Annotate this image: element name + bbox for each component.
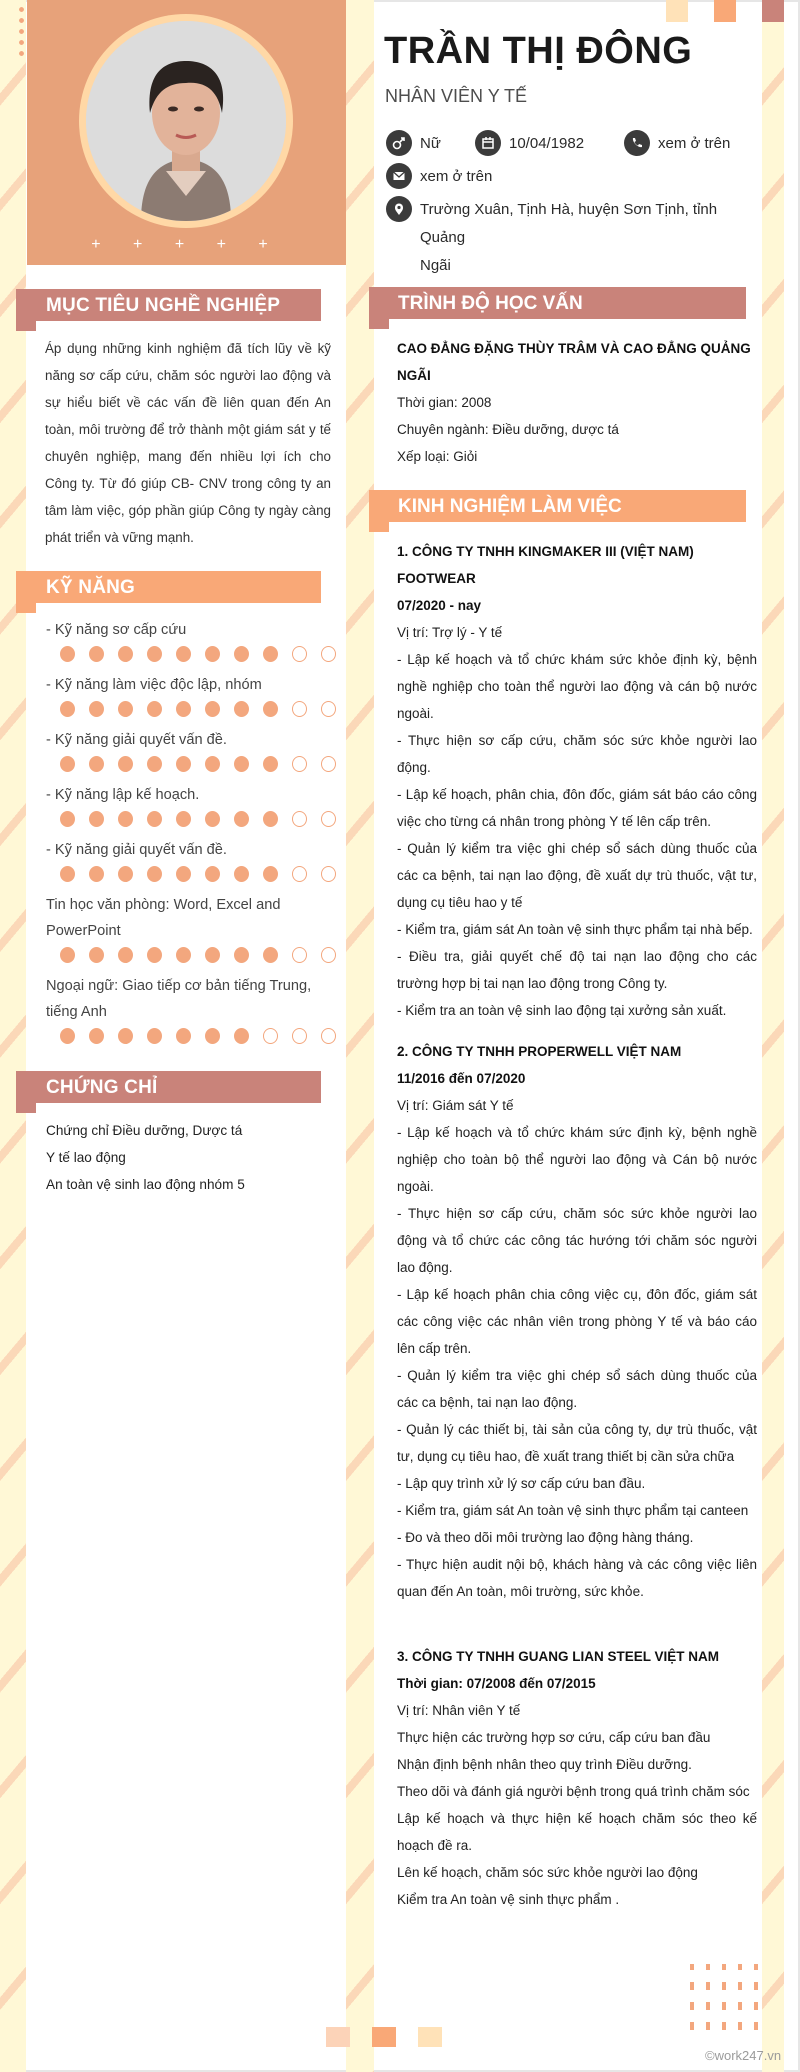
job-position: Vị trí: Trợ lý - Y tế [397, 625, 503, 640]
rating-dot-filled [263, 866, 278, 882]
rating-dot-filled [89, 701, 104, 717]
section-tab [16, 1103, 36, 1113]
job-duty: Lập kế hoạch và thực hiện kế hoạch chăm sóc theo kế hoạch đề ra. [397, 1811, 757, 1853]
skill-label: - Kỹ năng làm việc độc lập, nhóm [46, 677, 262, 693]
contact-gender [386, 130, 441, 158]
job-period: 11/2016 đến 07/2020 [397, 1071, 526, 1086]
objective-section-header [16, 289, 322, 323]
avatar-panel [27, 0, 346, 265]
rating-dot-empty [321, 866, 336, 882]
job-company: 2. CÔNG TY TNHH PROPERWELL VIỆT NAM [397, 1044, 682, 1059]
rating-dot-filled [176, 756, 191, 772]
job-duty: - Điều tra, giải quyết chế độ tai nạn lao động cho các trường hợp bị tai nạn lao động trong Công ty. [397, 949, 757, 991]
rating-dot-filled [234, 947, 249, 963]
email-value[interactable]: xem ở trên [420, 168, 493, 185]
education-grade: Xếp loại: Giỏi [397, 449, 478, 464]
email-icon [386, 163, 412, 189]
rating-dot-filled [89, 1028, 104, 1044]
certificates-section-header [16, 1071, 322, 1105]
rating-dot-filled [147, 701, 162, 717]
rating-dot-filled [205, 646, 220, 662]
job-duty: - Quản lý kiểm tra việc ghi chép sổ sách dùng thuốc của các ca bệnh, tai nạn lao động. [397, 1368, 757, 1410]
rating-dot-filled [176, 701, 191, 717]
rating-dot-filled [89, 947, 104, 963]
job-duty: - Thực hiện audit nội bộ, khách hàng và các công việc liên quan đến An toàn, môi trường, sức khỏe. [397, 1557, 757, 1599]
job-duty: - Lập kế hoạch và tổ chức khám sức khỏe định kỳ, bệnh nghề nghiệp cho toàn thể người lao động và cán bộ nước ngoài. [397, 652, 757, 721]
rating-dot-filled [118, 646, 133, 662]
skill-item [46, 973, 336, 1044]
job-duty: Lên kế hoạch, chăm sóc sức khỏe người lao động [397, 1865, 698, 1880]
rating-dot-empty [292, 756, 307, 772]
address-line-2: Ngãi [420, 257, 451, 274]
education-school: CAO ĐẲNG ĐẶNG THÙY TRÂM VÀ CAO ĐẲNG QUẢNG NGÃI [397, 341, 751, 383]
rating-dot-filled [205, 866, 220, 882]
rating-dot-filled [118, 947, 133, 963]
rating-dot-empty [321, 811, 336, 827]
job-duty: Theo dõi và đánh giá người bệnh trong quá trình chăm sóc [397, 1784, 750, 1799]
rating-dot-filled [263, 811, 278, 827]
skill-rating [60, 1028, 336, 1044]
rating-dot-filled [234, 756, 249, 772]
education-time: Thời gian: 2008 [397, 395, 492, 410]
rating-dot-filled [263, 646, 278, 662]
rating-dot-filled [118, 811, 133, 827]
rating-dot-filled [147, 756, 162, 772]
rating-dot-filled [60, 811, 75, 827]
rating-dot-filled [60, 646, 75, 662]
rating-dot-empty [292, 866, 307, 882]
certificate-item: Y tế lao động [46, 1150, 126, 1165]
candidate-name: TRẦN THỊ ĐÔNG [384, 30, 693, 72]
job-entry [397, 1038, 757, 1605]
contact-birthday [475, 130, 584, 158]
job-duty: - Đo và theo dõi môi trường lao động hàng tháng. [397, 1530, 694, 1545]
certificates-list [46, 1117, 334, 1198]
job-duty: - Quản lý kiểm tra việc ghi chép sổ sách dùng thuốc của các ca bệnh, tai nạn lao động, đề xuất dự trù thuốc, vật tư, dụng cụ tiêu hao y tế [397, 841, 757, 910]
right-column [369, 287, 761, 1913]
rating-dot-filled [118, 866, 133, 882]
rating-dot-filled [234, 866, 249, 882]
skill-label: - Kỹ năng giải quyết vấn đề. [46, 842, 227, 858]
rating-dot-empty [292, 646, 307, 662]
rating-dot-filled [147, 646, 162, 662]
education-section-header [369, 287, 761, 321]
job-duty: Nhận định bệnh nhân theo quy trình Điều dưỡng. [397, 1757, 692, 1772]
skill-label: Ngoại ngữ: Giao tiếp cơ bản tiếng Trung, tiếng Anh [46, 978, 312, 1020]
rating-dot-empty [292, 701, 307, 717]
job-entry [397, 1643, 757, 1913]
skill-item [46, 837, 336, 882]
rating-dot-filled [118, 756, 133, 772]
certificate-item: An toàn vệ sinh lao động nhóm 5 [46, 1177, 245, 1192]
rating-dot-filled [263, 701, 278, 717]
job-duty: - Thực hiện sơ cấp cứu, chăm sóc sức khỏe người lao động và tổ chức các công tác hướng tới chăm sóc người lao động. [397, 1206, 757, 1275]
decorative-top-squares [666, 0, 784, 22]
avatar-sparkles: + + + + + [91, 236, 282, 253]
skill-rating [60, 701, 336, 717]
left-column [16, 289, 334, 1198]
watermark: ©work247.vn [705, 2048, 782, 2063]
rating-dot-filled [60, 1028, 75, 1044]
decorative-right-stripe [762, 0, 784, 2072]
phone-value[interactable]: xem ở trên [658, 135, 731, 152]
job-entry [397, 538, 757, 1024]
skills-list [16, 617, 334, 1044]
job-duty: - Kiểm tra, giám sát An toàn vệ sinh thực phẩm tại nhà bếp. [397, 922, 753, 937]
skill-rating [60, 811, 336, 827]
section-tab [16, 603, 36, 613]
certificates-title: CHỨNG CHỈ [16, 1071, 321, 1103]
job-duty: - Lập quy trình xử lý sơ cấp cứu ban đầu. [397, 1476, 646, 1491]
job-duty: - Kiểm tra an toàn vệ sinh lao động tại xưởng sản xuất. [397, 1003, 727, 1018]
rating-dot-filled [176, 1028, 191, 1044]
objective-title: MỤC TIÊU NGHỀ NGHIỆP [16, 289, 321, 321]
rating-dot-empty [321, 701, 336, 717]
job-duty: - Quản lý các thiết bị, tài sản của công ty, dự trù thuốc, vật tư, dụng cụ tiêu hao, đề xuất trang thiết bị cần sửa chữa [397, 1422, 757, 1464]
rating-dot-filled [234, 646, 249, 662]
rating-dot-filled [60, 701, 75, 717]
rating-dot-filled [147, 866, 162, 882]
rating-dot-empty [292, 947, 307, 963]
job-duty: Thực hiện các trường hợp sơ cứu, cấp cứu ban đầu [397, 1730, 711, 1745]
section-tab [16, 321, 36, 331]
contact-phone [624, 130, 730, 158]
rating-dot-empty [292, 811, 307, 827]
certificate-item: Chứng chỉ Điều dưỡng, Dược tá [46, 1123, 243, 1138]
gender-icon [386, 130, 412, 156]
rating-dot-filled [263, 756, 278, 772]
rating-dot-empty [321, 1028, 336, 1044]
birthday-value: 10/04/1982 [509, 135, 585, 152]
rating-dot-filled [176, 646, 191, 662]
decorative-bottom-squares [326, 2027, 442, 2047]
rating-dot-filled [89, 811, 104, 827]
rating-dot-filled [205, 1028, 220, 1044]
section-tab [369, 319, 389, 329]
skill-label: - Kỹ năng giải quyết vấn đề. [46, 732, 227, 748]
rating-dot-empty [321, 947, 336, 963]
skill-label: Tin học văn phòng: Word, Excel and PowerPoint [46, 897, 281, 939]
rating-dot-filled [118, 1028, 133, 1044]
rating-dot-filled [89, 866, 104, 882]
education-title: TRÌNH ĐỘ HỌC VẤN [369, 287, 746, 319]
job-title: NHÂN VIÊN Y TẾ [385, 86, 528, 106]
skills-title: KỸ NĂNG [16, 571, 321, 603]
contact-address [386, 196, 758, 280]
rating-dot-filled [234, 701, 249, 717]
rating-dot-filled [147, 1028, 162, 1044]
job-duty: - Lập kế hoạch phân chia công việc cụ, đôn đốc, giám sát các công việc các nhân viên trong phòng Y tế và báo cáo lên cấp trên. [397, 1287, 757, 1356]
decorative-corner-dashes [690, 1964, 758, 2030]
skill-rating [60, 947, 336, 963]
rating-dot-filled [205, 701, 220, 717]
job-duty: Kiểm tra An toàn vệ sinh thực phẩm . [397, 1892, 620, 1907]
contact-email [386, 163, 492, 191]
address-line-1: Trường Xuân, Tịnh Hà, huyện Sơn Tịnh, tỉnh Quảng [420, 201, 718, 246]
skill-label: - Kỹ năng sơ cấp cứu [46, 622, 187, 638]
rating-dot-empty [292, 1028, 307, 1044]
skill-rating [60, 756, 336, 772]
skill-item [46, 672, 336, 717]
rating-dot-filled [147, 811, 162, 827]
rating-dot-filled [205, 947, 220, 963]
rating-dot-filled [60, 866, 75, 882]
skill-item [46, 892, 336, 963]
section-tab [369, 522, 389, 532]
gender-value: Nữ [420, 135, 441, 152]
job-company: 3. CÔNG TY TNHH GUANG LIAN STEEL VIỆT NAM [397, 1649, 720, 1664]
calendar-icon [475, 130, 501, 156]
rating-dot-filled [176, 811, 191, 827]
job-period: Thời gian: 07/2008 đến 07/2015 [397, 1676, 596, 1691]
rating-dot-filled [205, 756, 220, 772]
skill-label: - Kỹ năng lập kế hoạch. [46, 787, 200, 803]
job-position: Vị trí: Giám sát Y tế [397, 1098, 514, 1113]
rating-dot-empty [321, 646, 336, 662]
objective-text: Áp dụng những kinh nghiệm đã tích lũy về kỹ năng sơ cấp cứu, chăm sóc người lao động và sự hiểu biết về các vấn đề liên quan đến An toàn, môi trường để trở thành một giám sát y tế chuyên nghiệp, mang đến nhiều lợi ích cho Công ty. Từ đó giúp CB- CNV trong công ty an tâm làm việc, góp phần giúp Công ty ngày càng phát triển và vững mạnh. [45, 341, 331, 545]
experience-title: KINH NGHIỆM LÀM VIỆC [369, 490, 746, 522]
skill-rating [60, 646, 336, 662]
avatar [86, 21, 286, 221]
location-pin-icon [386, 196, 412, 222]
rating-dot-filled [263, 947, 278, 963]
rating-dot-filled [89, 756, 104, 772]
rating-dot-filled [60, 947, 75, 963]
rating-dot-filled [234, 1028, 249, 1044]
skill-item [46, 727, 336, 772]
job-period: 07/2020 - nay [397, 598, 482, 613]
rating-dot-empty [263, 1028, 278, 1044]
job-duty: - Kiểm tra, giám sát An toàn vệ sinh thực phẩm tại canteen [397, 1503, 749, 1518]
rating-dot-filled [89, 646, 104, 662]
skill-item [46, 782, 336, 827]
rating-dot-filled [118, 701, 133, 717]
address-value [420, 196, 758, 280]
job-duty: - Lập kế hoạch và tổ chức khám sức định kỳ, bệnh nghề nghiệp cho toàn bộ thể người lao động và Cán bộ nước ngoài. [397, 1125, 757, 1194]
rating-dot-filled [205, 811, 220, 827]
education-body [397, 335, 757, 470]
rating-dot-filled [147, 947, 162, 963]
job-duty: - Thực hiện sơ cấp cứu, chăm sóc sức khỏe người lao động. [397, 733, 757, 775]
education-major: Chuyên ngành: Điều dưỡng, dược tá [397, 422, 619, 437]
rating-dot-filled [176, 947, 191, 963]
portrait-illustration [86, 21, 286, 221]
job-position: Vị trí: Nhân viên Y tế [397, 1703, 521, 1718]
phone-icon [624, 130, 650, 156]
skills-section-header [16, 571, 322, 605]
avatar-ring [79, 14, 293, 228]
rating-dot-filled [176, 866, 191, 882]
experience-list [397, 538, 757, 1913]
experience-section-header [369, 490, 761, 524]
skill-rating [60, 866, 336, 882]
rating-dot-filled [60, 756, 75, 772]
rating-dot-empty [321, 756, 336, 772]
job-company: 1. CÔNG TY TNHH KINGMAKER III (VIỆT NAM) FOOTWEAR [397, 544, 694, 586]
rating-dot-filled [234, 811, 249, 827]
skill-item [46, 617, 336, 662]
job-duty: - Lập kế hoạch, phân chia, đôn đốc, giám sát báo cáo công việc cho từng cá nhân trong phòng Y tế lên cấp trên. [397, 787, 757, 829]
